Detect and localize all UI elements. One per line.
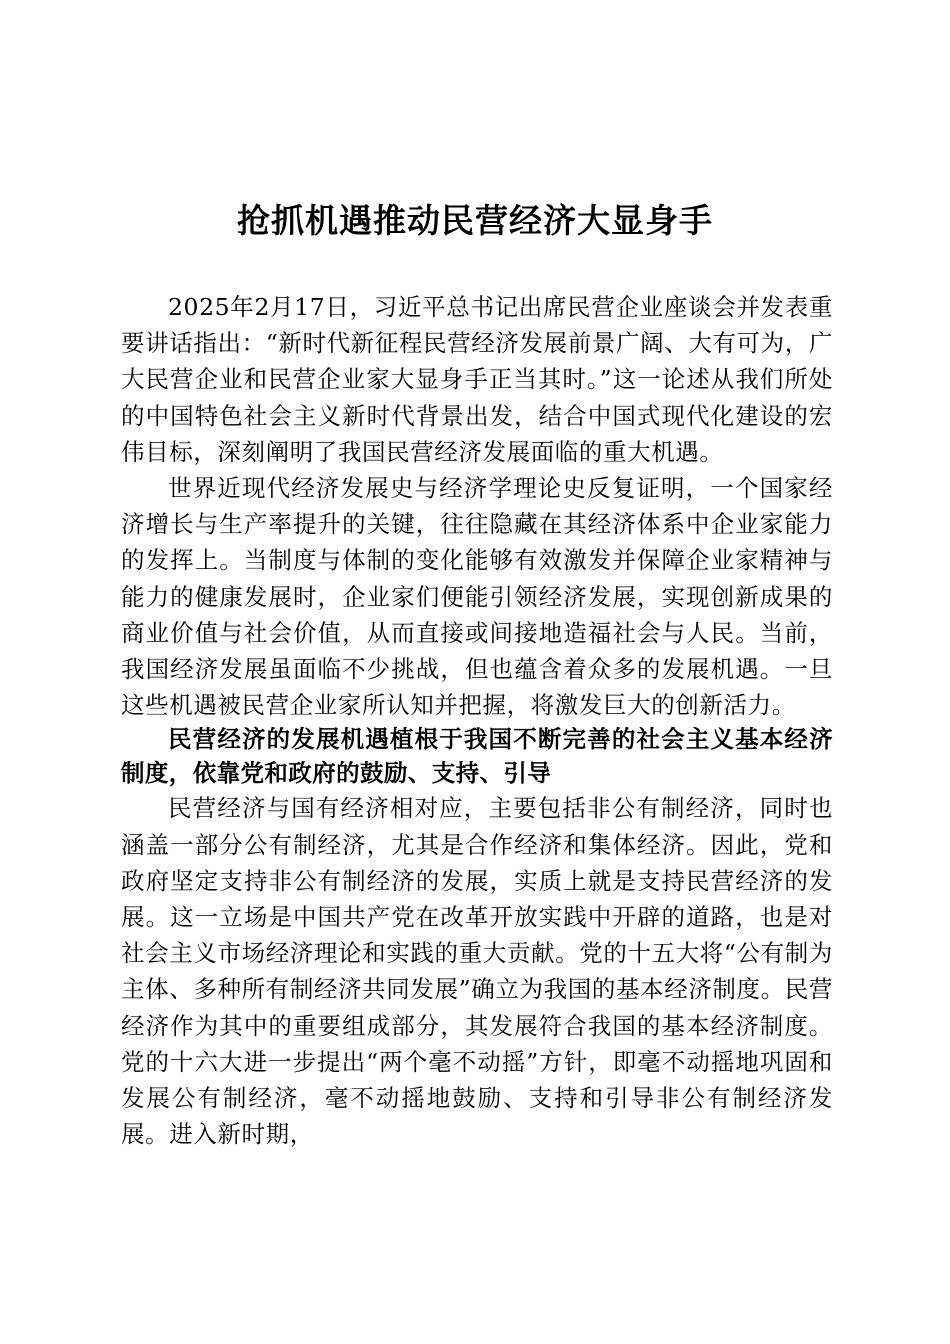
paragraph-intro: 2025年2月17日，习近平总书记出席民营企业座谈会并发表重要讲话指出：“新时代新征程民营经济发展前景广阔、大有可为，广大民营企业和民营企业家大显身手正当其时。”这一论述从我们所处的中国特色社会主义新时代背景出发，结合中国式现代化建设的宏伟目标，深刻阐明了我国民营经济发展面临的重大机遇。 — [121, 293, 833, 466]
paragraph-history: 世界近现代经济发展史与经济学理论史反复证明，一个国家经济增长与生产率提升的关键，往往隐藏在其经济体系中企业家能力的发挥上。当制度与体制的变化能够有效激发并保障企业家精神与能力的健康发展时，企业家们便能引领经济发展，实现创新成果的商业价值与社会价值，从而直接或间接地造福社会与人民。当前，我国经济发展虽面临不少挑战，但也蕴含着众多的发展机遇。一旦这些机遇被民营企业家所认知并把握，将激发巨大的创新活力。 — [121, 474, 833, 720]
paragraph-section-body: 民营经济与国有经济相对应，主要包括非公有制经济，同时也涵盖一部分公有制经济，尤其是合作经济和集体经济。因此，党和政府坚定支持非公有制经济的发展，实质上就是支持民营经济的发展。这一立场是中国共产党在改革开放实践中开辟的道路，也是对社会主义市场经济理论和实践的重大贡献。党的十五大将“公有制为主体、多种所有制经济共同发展”确立为我国的基本经济制度。民营经济作为其中的重要组成部分，其发展符合我国的基本经济制度。党的十六大进一步提出“两个毫不动摇”方针，即毫不动摇地巩固和发展公有制经济，毫不动摇地鼓励、支持和引导非公有制经济发展。进入新时期， — [121, 794, 833, 1149]
document-title: 抢抓机遇推动民营经济大显身手 — [237, 201, 713, 240]
section-heading: 民营经济的发展机遇植根于我国不断完善的社会主义基本经济制度，依靠党和政府的鼓励、支持、引导 — [121, 725, 833, 787]
document-body — [121, 289, 833, 1152]
